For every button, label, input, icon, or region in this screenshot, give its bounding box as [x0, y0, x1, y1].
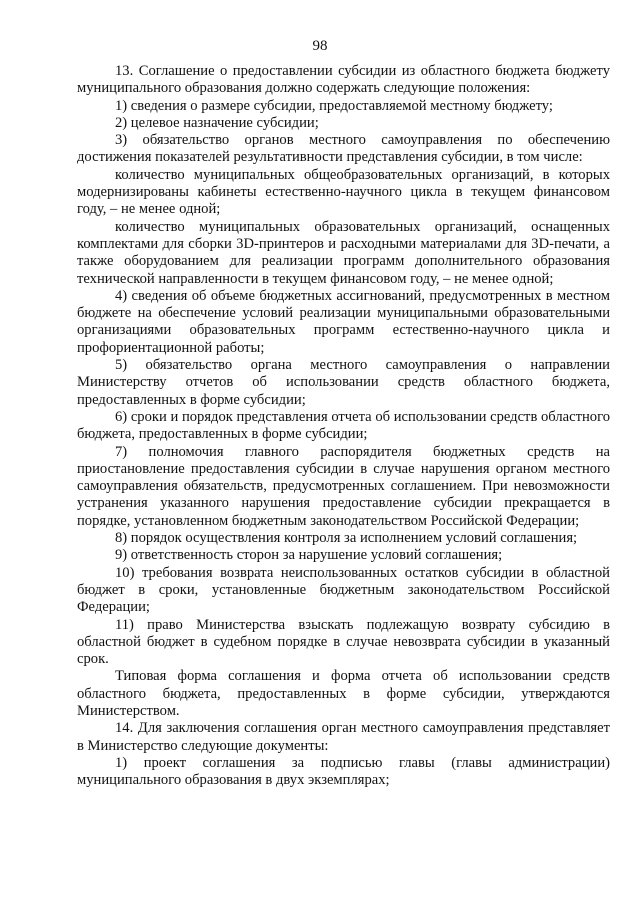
paragraph-item-1: 1) сведения о размере субсидии, предоставляемой местному бюджету;: [115, 97, 553, 114]
paragraph-item-11: 11) право Министерства взыскать подлежащую возврату субсидию в областной бюджет в судебном порядке в случае невозврата субсидии в указанный срок.: [77, 616, 610, 668]
paragraph-indicator-2: количество муниципальных образовательных организаций, оснащенных комплектами для сборки 3D-принтеров и расходными материалами для 3D-печати, а также оборудованием для реализации программ дополнительного образования технической направленности в текущем финансовом году, – не менее одной;: [77, 218, 610, 287]
paragraph-standard-form: Типовая форма соглашения и форма отчета об использовании средств областного бюджета, предоставленных в форме субсидии, утверждаются Министерством.: [77, 668, 610, 719]
paragraph-item-10: 10) требования возврата неиспользованных остатков субсидии в областной бюджет в сроки, установленные бюджетным законодательством Российской Федерации;: [77, 564, 610, 616]
paragraph-item-7: 7) полномочия главного распорядителя бюджетных средств на приостановление предоставления субсидии в случае нарушения органом местного самоуправления обязательств, предусмотренных соглашением. При невозможности устранения указанного нарушения предоставление субсидии прекращается в порядке, установленном бюджетным законодательством Российской Федерации;: [77, 443, 610, 529]
page-number: 98: [312, 38, 328, 54]
paragraph-item-6: 6) сроки и порядок представления отчета об использовании средств областного бюджета, предоставленных в форме субсидии;: [77, 408, 610, 443]
paragraph-13-intro: 13. Соглашение о предоставлении субсидии из областного бюджета бюджету муниципального образования должно содержать следующие положения:: [77, 63, 610, 97]
paragraph-item-4: 4) сведения об объеме бюджетных ассигнований, предусмотренных в местном бюджете на обеспечение условий реализации муниципальными образовательными организациями образовательных программ естественно-научного цикла и профориентационной работы;: [77, 287, 610, 356]
paragraph-item-5: 5) обязательство органа местного самоуправления о направлении Министерству отчетов об использовании средств областного бюджета, предоставленных в форме субсидии;: [77, 357, 610, 408]
paragraph-item-3: 3) обязательство органов местного самоуправления по обеспечению достижения показателей результативности представления субсидии, в том числе:: [77, 132, 610, 166]
paragraph-14-intro: 14. Для заключения соглашения орган местного самоуправления представляет в Министерство следующие документы:: [77, 720, 610, 754]
document-body: [77, 63, 610, 789]
paragraph-14-item-1: 1) проект соглашения за подписью главы (главы администрации) муниципального образования в двух экземплярах;: [77, 754, 610, 789]
paragraph-indicator-1: количество муниципальных общеобразовательных организаций, в которых модернизированы кабинеты естественно-научного цикла в текущем финансовом году, – не менее одной;: [77, 166, 610, 218]
paragraph-item-2: 2) целевое назначение субсидии;: [115, 114, 319, 131]
paragraph-item-9: 9) ответственность сторон за нарушение условий соглашения;: [115, 547, 503, 564]
paragraph-item-8: 8) порядок осуществления контроля за исполнением условий соглашения;: [115, 530, 578, 547]
